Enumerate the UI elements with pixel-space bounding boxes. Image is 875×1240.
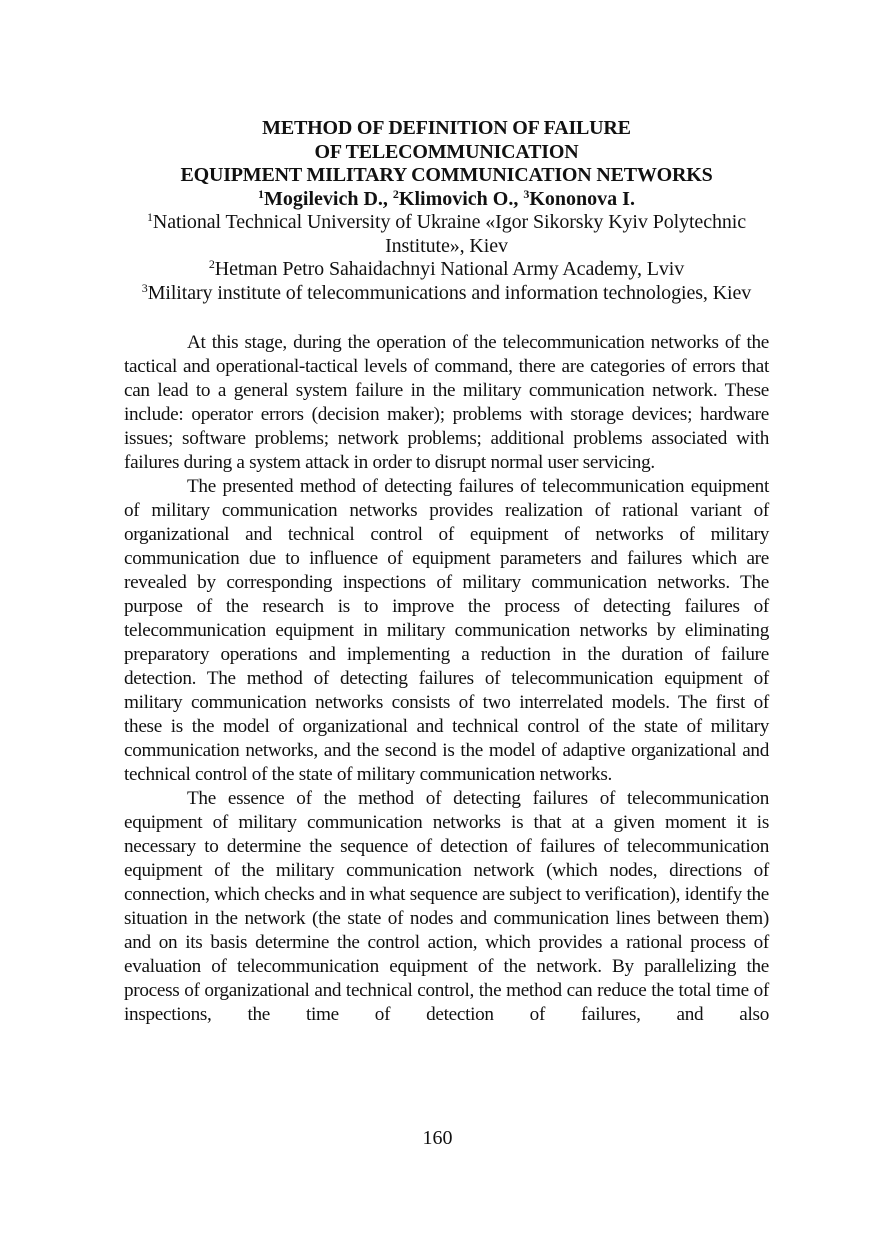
author-affiliation-marker: 3	[523, 186, 530, 201]
author-name: Mogilevich D.,	[264, 187, 388, 210]
paper-page	[124, 117, 769, 1027]
affiliation-text: National Technical University of Ukraine «Igor Sikorsky Kyiv Polytechnic Institute», Kiev	[152, 211, 747, 257]
author-name: Klimovich O.,	[398, 187, 519, 210]
affiliation-text: Hetman Petro Sahaidachnyi National Army Academy, Lviv	[214, 258, 685, 280]
affiliation	[124, 211, 769, 258]
page-number: 160	[422, 1127, 453, 1149]
author-name: Kononova I.	[529, 187, 635, 210]
body-paragraph: The essence of the method of detecting failures of telecommunication equipment of military communication networks is that at a given moment it is necessary to determine the sequence of detection of failures of telecommunication equipment of the military communication network (which nodes, directions of connection, which checks and in what sequence are subject to verification), identify the situation in the network (the state of nodes and communication lines between them) and on its basis determine the control action, which provides a rational process of evaluation of telecommunication equipment of the network. By parallelizing the process of organizational and technical control, the method can reduce the total time of inspections, the time of detection of failures, and also	[124, 788, 769, 1025]
affiliation-marker: 3	[141, 280, 148, 295]
author-affiliation-marker: 1	[258, 186, 265, 201]
author-list	[124, 188, 769, 212]
affiliation-marker: 1	[146, 210, 153, 224]
affiliation-list	[124, 211, 769, 305]
affiliation	[124, 258, 769, 282]
title-line: EQUIPMENT MILITARY COMMUNICATION NETWORKS	[180, 164, 713, 186]
affiliation	[118, 282, 775, 306]
body-paragraph: The presented method of detecting failures of telecommunication equipment of military communication networks provides realization of rational variant of organizational and technical control of equipment of networks of military communication due to influence of equipment parameters and failures which are revealed by corresponding inspections of military communication networks. The purpose of the research is to improve the process of detecting failures of telecommunication equipment in military communication networks by eliminating preparatory operations and implementing a reduction in the duration of failure detection. The method of detecting failures of telecommunication equipment of military communication networks consists of two interrelated models. The first of these is the model of organizational and technical control of the state of military communication networks, and the second is the model of adaptive organizational and technical control of the state of military communication networks.	[124, 476, 769, 785]
paper-title	[124, 117, 769, 188]
title-line: METHOD OF DEFINITION OF FAILURE	[262, 117, 631, 139]
body-paragraph: At this stage, during the operation of the telecommunication networks of the tactical and operational-tactical levels of command, there are categories of errors that can lead to a general system failure in the military communication network. These include: operator errors (decision maker); problems with storage devices; hardware issues; software problems; network problems; additional problems associated with failures during a system attack in order to disrupt normal user servicing.	[124, 332, 769, 473]
title-line: OF TELECOMMUNICATION	[314, 140, 579, 163]
affiliation-marker: 2	[208, 257, 215, 271]
affiliation-text: Military institute of telecommunications and information technologies, Kiev	[147, 281, 752, 304]
paper-body	[124, 331, 769, 1027]
author-affiliation-marker: 2	[392, 186, 399, 201]
